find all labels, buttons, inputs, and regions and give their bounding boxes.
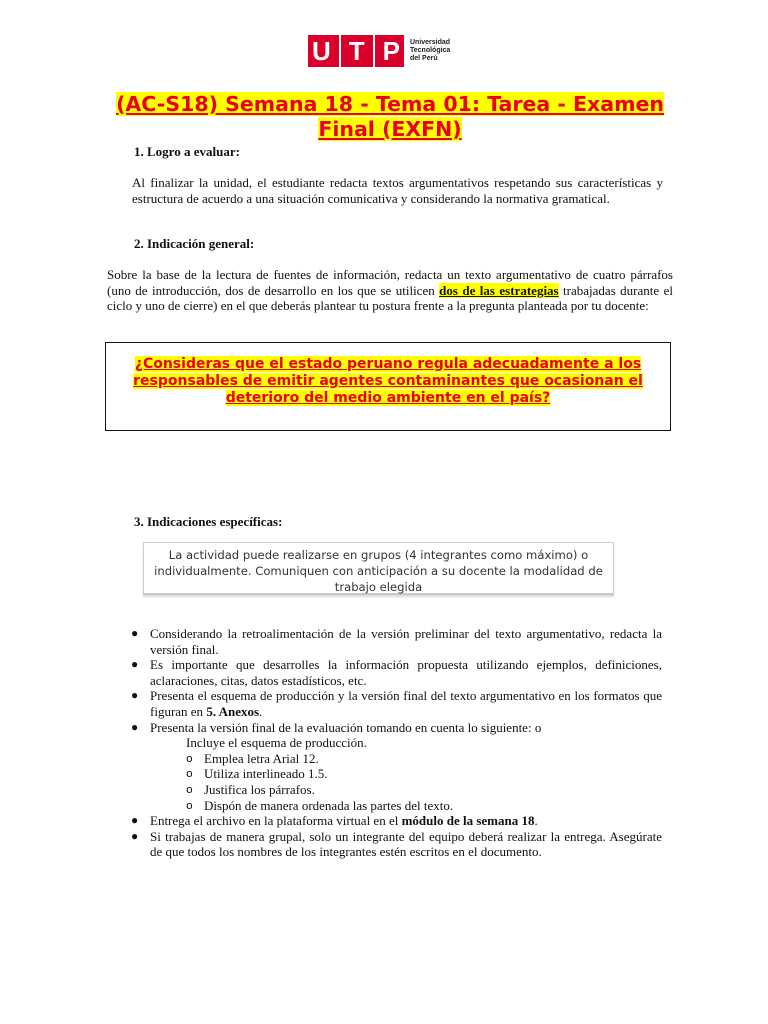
section-2-text — [107, 267, 673, 314]
section-2-text-after: trabajadas durante el ciclo y uno de cierre) en el que deberás plantear tu postura frente a la pregunta planteada por tu docente: — [107, 282, 673, 313]
sub-item — [186, 798, 662, 814]
section-1-text: Al finalizar la unidad, el estudiante redacta textos argumentativos respetando sus características y estructura de acuerdo a una situación comunicativa y considerando la normativa gramatical. — [132, 175, 663, 206]
question-text — [116, 356, 660, 407]
section-1-heading: 1. Logro a evaluar: — [134, 144, 240, 159]
instructions-list — [131, 626, 662, 860]
logo-line-1: Universidad — [410, 39, 451, 46]
logo-letter-p: P — [382, 36, 400, 66]
sub-item — [186, 782, 662, 798]
bullet-icon: ● — [131, 813, 139, 828]
section-2-heading: 2. Indicación general: — [134, 236, 255, 251]
section-2-text-before: Sobre la base de la lectura de fuentes de información, redacta un texto argumentativo de cuatro párrafos (uno de introducción, dos de desarrollo en los que se utilicen — [107, 267, 673, 298]
logo-line-3: del Perú — [410, 55, 438, 62]
bullet-icon: ● — [131, 719, 139, 734]
list-item-text: Presenta la versión final de la evaluación tomando en cuenta lo siguiente: o — [150, 719, 542, 735]
modality-note-image: La actividad puede realizarse en grupos (4 integrantes como máximo) o individualmente. Comuniquen con anticipación a su docente la modalidad de trabajo elegida — [143, 542, 614, 595]
sub-item — [186, 751, 662, 767]
sub-item — [186, 766, 662, 782]
sub-item-intro: Incluye el esquema de producción. — [186, 735, 367, 751]
section-2-highlight: dos de las estrategias — [439, 282, 559, 298]
title-text: (AC-S18) Semana 18 - Tema 01: Tarea - Examen Final (EXFN) — [116, 92, 664, 141]
list-item — [131, 813, 662, 829]
page-title — [110, 92, 670, 142]
list-item-text-end: . — [259, 703, 263, 719]
list-item — [131, 720, 662, 814]
utp-logo — [308, 34, 450, 68]
section-3-heading: 3. Indicaciones específicas: — [134, 514, 283, 529]
week-module-ref: módulo de la semana 18 — [401, 813, 535, 829]
list-item — [131, 657, 662, 688]
sub-item-text: Utiliza interlineado 1.5. — [204, 766, 328, 782]
bullet-icon: ● — [131, 688, 139, 703]
sub-item-text: Emplea letra Arial 12. — [204, 750, 319, 766]
list-item-text: Entrega el archivo en la plataforma virtual en el — [150, 813, 402, 829]
logo-letter-t: T — [348, 36, 365, 66]
bullet-icon: ● — [131, 626, 139, 640]
circle-bullet-icon: o — [186, 798, 193, 812]
list-item — [131, 829, 662, 860]
question-box — [105, 342, 671, 431]
list-item-text: Si trabajas de manera grupal, solo un integrante del equipo deberá realizar la entrega. Asegúrate de que todos los nombres de los integrantes estén escritos en el documento. — [150, 828, 662, 860]
format-sublist — [186, 735, 662, 813]
logo-wordmark — [410, 39, 450, 63]
list-item-text: Presenta el esquema de producción y la versión final del texto argumentativo en los formatos que figuran en — [150, 688, 662, 719]
list-item-text: Considerando la retroalimentación de la versión preliminar del texto argumentativo, redacta la versión final. — [150, 626, 662, 657]
list-item — [131, 688, 662, 719]
list-item — [131, 626, 662, 657]
sub-item-text: Dispón de manera ordenada las partes del texto. — [204, 797, 454, 813]
circle-bullet-icon: o — [186, 782, 193, 796]
bullet-icon: ● — [131, 657, 139, 672]
logo-line-2: Tecnológica — [410, 47, 451, 54]
question-highlight: ¿Consideras que el estado peruano regula adecuadamente a los responsables de emitir agentes contaminantes que ocasionan el deterioro del medio ambiente en el país? — [133, 356, 643, 406]
bullet-icon: ● — [131, 828, 139, 843]
circle-bullet-icon: o — [186, 767, 193, 781]
list-item-text-end: . — [534, 813, 538, 829]
logo-letter-u: U — [311, 36, 331, 66]
list-item-text: Es importante que desarrolles la información propuesta utilizando ejemplos, definiciones, aclaraciones, citas, datos estadísticos, etc. — [150, 657, 662, 688]
sub-item-text: Justifica los párrafos. — [204, 781, 315, 797]
annexes-ref: 5. Anexos — [206, 703, 260, 719]
utp-logo-mark — [308, 35, 404, 67]
circle-bullet-icon: o — [186, 751, 193, 765]
